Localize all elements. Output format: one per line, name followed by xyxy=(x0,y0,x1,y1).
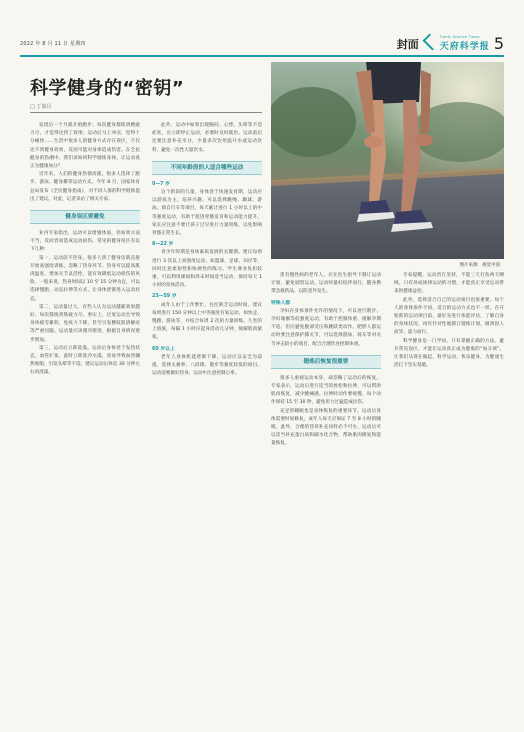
paragraph: 此外，选择适合自己的运动项目也很重要。每个人的身体条件不同，适合的运动方式也不一样。在开始新的运动项目前，最好先进行体能评估，了解自身的身体状况，再有针对性地制订锻炼计划，做到因人而异、量力而行。 xyxy=(394,297,504,336)
subheading: 健身误区要避免 xyxy=(30,210,140,224)
article-column-4 xyxy=(394,272,504,370)
age-heading: 0—7 岁 xyxy=(152,181,170,187)
title-divider xyxy=(30,112,262,113)
article-title: 科学健身的“密钥” xyxy=(30,78,185,99)
paragraph: 第三，运动后立即洗澡。运动后身体处于发热状态，血管扩张，此时立即洗冷水澡，容易导致血管骤然收缩，引发头晕等不适。建议运动后休息 30 分钟左右再洗澡。 xyxy=(30,345,140,376)
article-byline: □ 丁盈月 xyxy=(30,104,52,110)
article-column-1 xyxy=(30,122,140,378)
issue-date: 2022 年 8 月 11 日 星期四 xyxy=(20,41,86,47)
brand-logo xyxy=(440,35,490,52)
paragraph: 老年人身体机能逐渐下降，运动应以安全为前提，选择太极拳、八段锦、散步等强度较低的项目。运动前要做好热身，运动中注意控制心率。 xyxy=(152,354,262,377)
paragraph: 青少年时期是身体素质发展的关键期。建议每周进行 3 次以上高强度运动，如篮球、足球、田径等，同时注意柔韧性和协调性的练习。学生课业负担较重，可以利用课间和周末时间适当运动，保持每天 1 小时的身体活动。 xyxy=(152,250,262,289)
chevron-left-icon xyxy=(422,34,439,51)
paragraph: 充足的睡眠也是身体恢复的重要环节。运动后身体需要时间修复，成年人每天应保证 7 至 8 小时的睡眠。此外，合理的营养补充同样必不可少，运动后可以适当补充蛋白质和碳水化合物，帮助肌肉修复和能量恢复。 xyxy=(271,408,381,447)
header-rule xyxy=(20,55,504,57)
paragraph: 近年来，人们的健身热情高涨，很多人选择了跑步、游泳、健身操等运动方式。今年 8 月，国家体育总局发布《全民健身指南》，对不同人群的科学锻炼提出了建议。对此，记者采访了相关专家。 xyxy=(30,172,140,202)
age-heading: 8—22 岁 xyxy=(152,242,174,248)
section-name: 封面 xyxy=(396,38,419,51)
paragraph: 此外，运动中如果出现胸闷、心悸、头晕等不适症状，应立即停止运动，必要时及时就医。运动前后还要注意补充水分，少量多次饮用温开水或运动饮料，避免一次性大量饮水。 xyxy=(152,123,262,153)
paragraph: 第一，运动前不热身。很多人到了健身房就直接开始高强度训练，忽略了热身环节。热身可以提高肌肉温度、增加关节灵活性，能有效降低运动损伤的风险。一般来说，热身时间以 10 至 15 分钟为宜，可以选择慢跑、动态拉伸等方式，让身体逐渐进入运动状态。 xyxy=(30,255,140,302)
photo-caption: 图片来源：视觉中国 xyxy=(459,263,500,268)
subheading: 不同年龄段的人适合哪些运动 xyxy=(152,161,262,175)
paragraph: 专家提醒，运动贵在坚持，不能三天打鱼两天晒网。只有养成规律运动的习惯，才能真正享受运动带来的健康益处。 xyxy=(394,273,504,295)
paragraph: 业内专家指出，运动可以增强体质，但如果方法不当，反而容易造成运动损伤。常见的健身误区有以下几种： xyxy=(30,231,140,253)
page-header xyxy=(20,30,504,52)
group-heading: 特殊人群 xyxy=(271,300,291,306)
page-number: 5 xyxy=(493,34,504,53)
paragraph: 成年人由于工作繁忙，往往缺乏运动时间。建议每周进行 150 分钟以上中等强度有氧运动，如快走、慢跑、游泳等，并结合每周 2 次的力量训练。久坐的上班族，每隔 1 小时应起身活动几分钟，缓解肌肉紧张。 xyxy=(152,302,262,341)
paragraph: 很多人重视运动本身，却忽略了运动后的恢复。专家表示，运动后进行适当的放松和拉伸，可以帮助肌肉恢复，减少酸痛感。拉伸时动作要缓慢，每个动作保持 15 至 30 秒，避免用力过猛造成拉伤。 xyxy=(271,375,381,406)
masthead xyxy=(397,30,504,52)
paragraph: 患有慢性病的老年人，应在医生指导下制订运动计划，避免剧烈运动。运动时最好结伴而行，随身携带急救药品，以防意外发生。 xyxy=(271,273,381,295)
article-column-2 xyxy=(152,122,262,378)
paragraph: 科学健身是一门学问。只有掌握正确的方法，避开常见误区，才能让运动真正成为健康的“加分项”。让我们从现在做起，科学运动，快乐健身，为健康生活打下坚实基础。 xyxy=(394,338,504,369)
runner-illustration xyxy=(271,62,504,259)
paragraph: 发烧后一个月就开始跑步；每次健身都练到精疲力尽，才觉得达到了效果；运动后马上冲凉，觉得十分痛快……生活中很多人的健身方式存在误区，不仅达不到健身效果，反而可能对身体造成伤害。在全民健身的热潮中，我们该如何科学锻炼身体，让运动真正为健康加分？ xyxy=(30,123,140,170)
age-heading: 23—59 岁 xyxy=(152,294,177,300)
subheading: 锻炼后恢复很重要 xyxy=(271,355,381,369)
brand-cn: 天府科学报 xyxy=(439,42,490,52)
paragraph: 第二，运动量过大。有些人认为运动越累效果越好，每次都练到筋疲力尽。事实上，过度运动会导致身体疲劳累积，免疫力下降，甚至引发横纹肌溶解症等严重问题。运动量应该循序渐进，根据自身情况逐步增加。 xyxy=(30,304,140,343)
article-column-3 xyxy=(271,272,381,449)
paragraph: 孕妇在身体条件允许的情况下，可以进行散步、孕妇瑜伽等低强度运动，有助于控制体重、缓解孕期不适。但应避免腹部受压和跳跃类动作。肥胖人群运动时要注意保护膝关节，可以选择游泳、骑车等对关节冲击较小的项目，配合合理饮食控制体重。 xyxy=(271,308,381,347)
paragraph: 这个阶段的儿童，身体处于快速发育期，运动应以游戏为主，培养兴趣。可以选择跳绳、踢球、游泳、骑自行车等项目，每天累计进行 1 小时以上的中等强度运动，有助于促进骨骼发育和运动能力提升。家长应注意不要让孩子过早进行力量训练，以免影响骨骼正常生长。 xyxy=(152,190,262,237)
brand-en: Tianfu Science Times xyxy=(439,35,480,39)
runner-photo xyxy=(271,62,504,259)
age-heading: 60 岁以上 xyxy=(152,346,175,352)
